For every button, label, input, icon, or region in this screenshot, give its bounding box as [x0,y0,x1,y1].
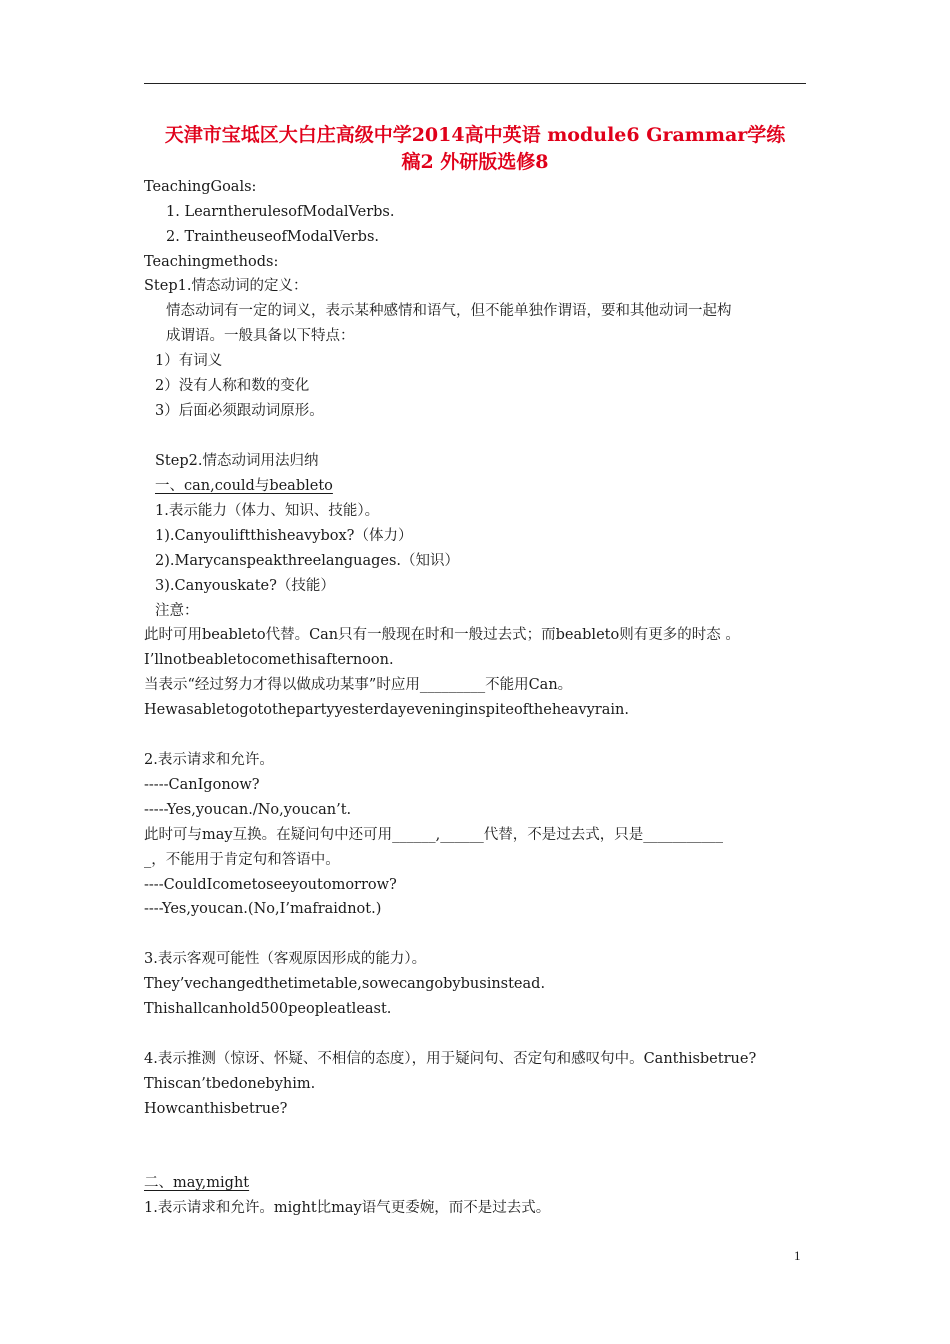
title-line-2: 稿2 外研版选修8 [401,151,549,173]
request-example-q: -----CanIgonow? [144,777,260,793]
note-example-2: Hewasabletogotothepartyyesterdayeveninginspiteoftheheavyrain. [144,702,629,718]
page-number: 1 [794,1248,801,1263]
ability-example-2: 2).Marycanspeakthreelanguages.（知识） [155,553,460,569]
ability-example-3: 3).Canyouskate?（技能） [155,578,335,594]
note-text-1: 此时可用beableto代替。Can只有一般现在时和一般过去式；而beableto则有更多的时态 。 [144,627,740,643]
step1-heading: Step1.情态动词的定义： [144,278,308,294]
feature-item-2: 2）没有人称和数的变化 [155,378,310,394]
teaching-goals-heading: TeachingGoals: [144,179,257,195]
header-rule [144,83,806,84]
ability-example-1: 1).Canyouliftthisheavybox?（体力） [155,528,413,544]
section-may-might-heading: 二、may,might [144,1175,250,1191]
goal-item-1: 1. LearntherulesofModalVerbs. [166,204,395,220]
request-note-line-2: _，不能用于肯定句和答语中。 [144,852,340,868]
definition-line-1: 情态动词有一定的词义，表示某种感情和语气，但不能单独作谓语，要和其他动词一起构 [166,303,732,319]
usage-possibility-heading: 3.表示客观可能性（客观原因形成的能力）。 [144,951,427,967]
note-text-2: 当表示“经过努力才得以做成功某事”时应用_________不能用Can。 [144,677,573,693]
feature-item-1: 1）有词义 [155,353,223,369]
request-example-a: -----Yes,youcan./No,youcan’t. [144,802,352,818]
feature-item-3: 3）后面必须跟动词原形。 [155,403,324,419]
document-title [120,122,830,176]
could-example-a: ----Yes,youcan.(No,I’mafraidnot.) [144,901,382,917]
usage-inference-heading: 4.表示推测（惊讶、怀疑、不相信的态度），用于疑问句、否定句和感叹句中。Canthisbetrue? [144,1051,757,1067]
note-label: 注意： [155,603,199,619]
teaching-methods-heading: Teachingmethods: [144,254,279,270]
goal-item-2: 2. TraintheuseofModalVerbs. [166,229,379,245]
title-line-1: 天津市宝坻区大白庄高级中学2014高中英语 module6 Grammar学练 [164,124,786,146]
may-might-usage-1: 1.表示请求和允许。might比may语气更委婉，而不是过去式。 [144,1200,551,1216]
step2-heading: Step2.情态动词用法归纳 [155,453,319,469]
possibility-example-1: They’vechangedthetimetable,sowecangobybusinstead. [144,976,546,992]
usage-ability-heading: 1.表示能力（体力、知识、技能）。 [155,503,380,519]
definition-line-2: 成谓语。一般具备以下特点： [166,328,355,344]
section-can-could-heading: 一、can,could与beableto [155,478,333,494]
request-note-line-1: 此时可与may互换。在疑问句中还可用______,______代替，不是过去式，只是___________ [144,827,723,843]
usage-request-heading: 2.表示请求和允许。 [144,752,274,768]
note-example-1: I’llnotbeabletocomethisafternoon. [144,652,394,668]
could-example-q: ----CouldIcometoseeyoutomorrow? [144,877,397,893]
inference-example-2: Howcanthisbetrue? [144,1101,288,1117]
possibility-example-2: Thishallcanhold500peopleatleast. [144,1001,392,1017]
inference-example-1: Thiscan’tbedonebyhim. [144,1076,316,1092]
